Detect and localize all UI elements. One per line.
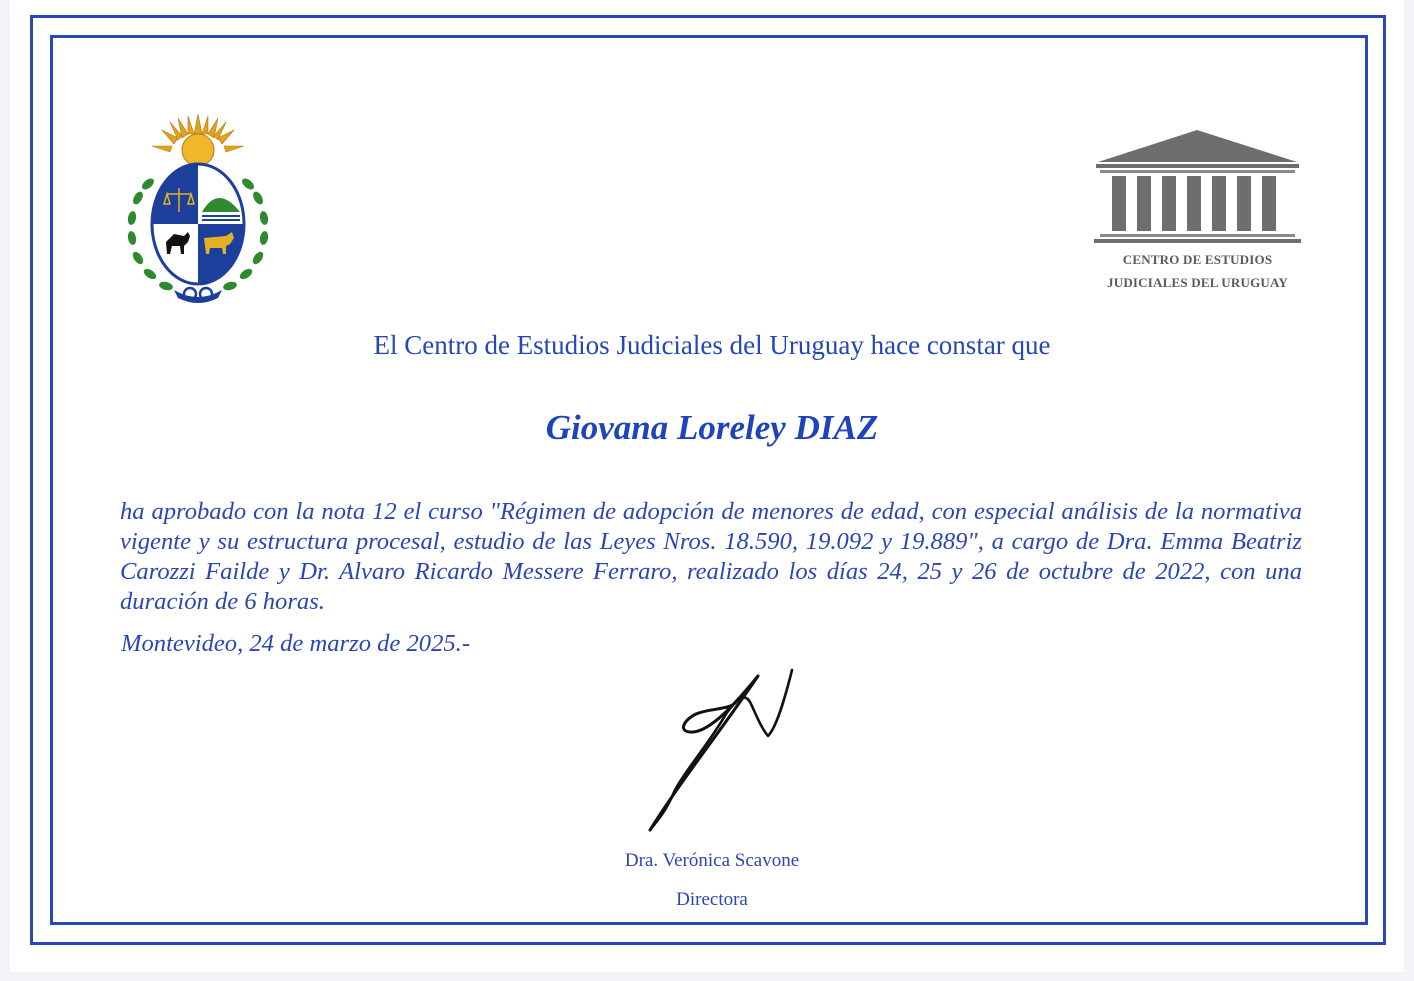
place-date: Montevideo, 24 de marzo de 2025.- — [121, 630, 471, 657]
courthouse-columns-icon — [1090, 126, 1305, 248]
handwritten-signature-icon — [640, 662, 810, 837]
certificate-page — [10, 0, 1404, 972]
signer-role: Directora — [676, 889, 748, 910]
logo-caption — [1090, 248, 1305, 294]
logo-caption-line1: CENTRO DE ESTUDIOS — [1122, 252, 1273, 267]
certificate-body: ha aprobado con la nota 12 el curso "Régimen de adopción de menores de edad, con especial análisis de la normativa vigente y su estructura procesal, estudio de las Leyes Nros. 18.590, 19.092 y 19.889", a cargo de Dra. Emma Beatriz Carozzi Failde y Dr. Alvaro Ricardo Messere Ferraro, realizado los días 24, 25 y 26 de octubre de 2022, con una duración de 6 horas. — [120, 498, 1302, 615]
intro-text: El Centro de Estudios Judiciales del Uruguay hace constar que — [373, 330, 1051, 360]
uruguay-coat-of-arms-icon — [122, 112, 274, 312]
signer-name: Dra. Verónica Scavone — [624, 850, 800, 871]
logo-caption-line2: JUDICIALES DEL URUGUAY — [1107, 275, 1288, 290]
recipient-name: Giovana Loreley DIAZ — [545, 408, 879, 447]
cej-logo — [1090, 126, 1305, 296]
